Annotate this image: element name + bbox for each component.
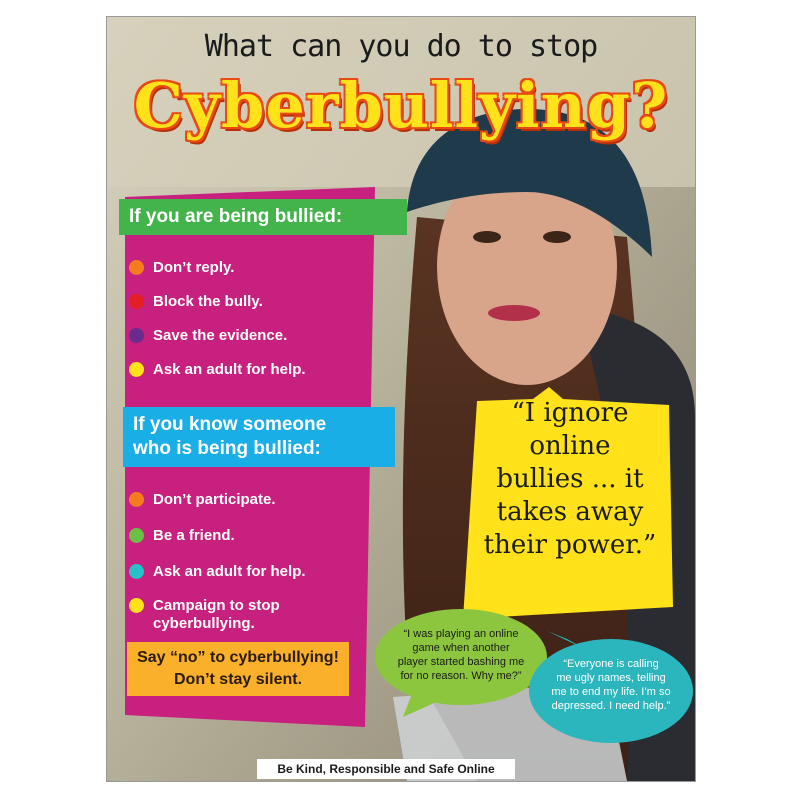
list-item-text: Ask an adult for help. (153, 361, 306, 378)
bubble-line: me to end my life. I’m so (551, 686, 671, 698)
list-item-text: Save the evidence. (153, 327, 288, 344)
list-item-text: Block the bully. (153, 293, 263, 310)
list-item-text: Don’t participate. (153, 491, 276, 508)
bullet-dot-icon (129, 492, 144, 507)
bubble-line: game when another (412, 642, 510, 654)
section-heading-text: If you are being bullied: (129, 206, 343, 227)
bullet-dot-icon (129, 564, 144, 579)
bubble-line: “I was playing an online (403, 628, 519, 640)
bullet-dot-icon (129, 362, 144, 377)
bullet-dot-icon (129, 294, 144, 309)
speech-bubble-teal-text (537, 657, 685, 713)
list-item-text: Don’t reply. (153, 259, 235, 276)
list-item-text-line: cyberbullying. (153, 615, 255, 632)
say-no-callout (127, 642, 349, 696)
list-item-text: Be a friend. (153, 527, 235, 544)
footer-slogan: Be Kind, Responsible and Safe Online (257, 759, 515, 779)
bullet-dot-icon (129, 528, 144, 543)
list-item-text: Ask an adult for help. (153, 563, 306, 580)
bubble-line: me ugly names, telling (556, 672, 666, 684)
bubble-line: player started bashing me (397, 656, 525, 668)
poster (106, 16, 696, 782)
speech-bubble-green-text (383, 627, 539, 683)
bubble-line: depressed. I need help.” (551, 700, 671, 712)
list-item-text (153, 597, 343, 633)
section-heading-being-bullied (119, 199, 407, 235)
title-cyberbullying: Cyberbullying? (133, 69, 669, 142)
list-item-text-line: Campaign to stop (153, 597, 280, 614)
callout-line: Say “no” to cyberbullying! (137, 649, 339, 666)
callout-line: Don’t stay silent. (173, 671, 303, 688)
bullet-dot-icon (129, 260, 144, 275)
bubble-line: for no reason. Why me?” (400, 670, 522, 682)
quote-line: “I ignore (511, 398, 629, 428)
section-heading-text: If you know someone (133, 414, 327, 435)
section-heading-know-someone (123, 407, 395, 467)
bubble-line: “Everyone is calling (563, 658, 659, 670)
quote-line: online (529, 431, 611, 461)
bullet-dot-icon (129, 328, 144, 343)
section-heading-text: who is being bullied: (133, 438, 321, 459)
quote-line: their power.” (483, 530, 657, 560)
title-line-1: What can you do to stop (204, 29, 598, 64)
bullet-dot-icon (129, 598, 144, 613)
quote-line: bullies ... it (496, 464, 644, 494)
quote-text (467, 397, 673, 562)
quote-line: takes away (496, 497, 644, 527)
